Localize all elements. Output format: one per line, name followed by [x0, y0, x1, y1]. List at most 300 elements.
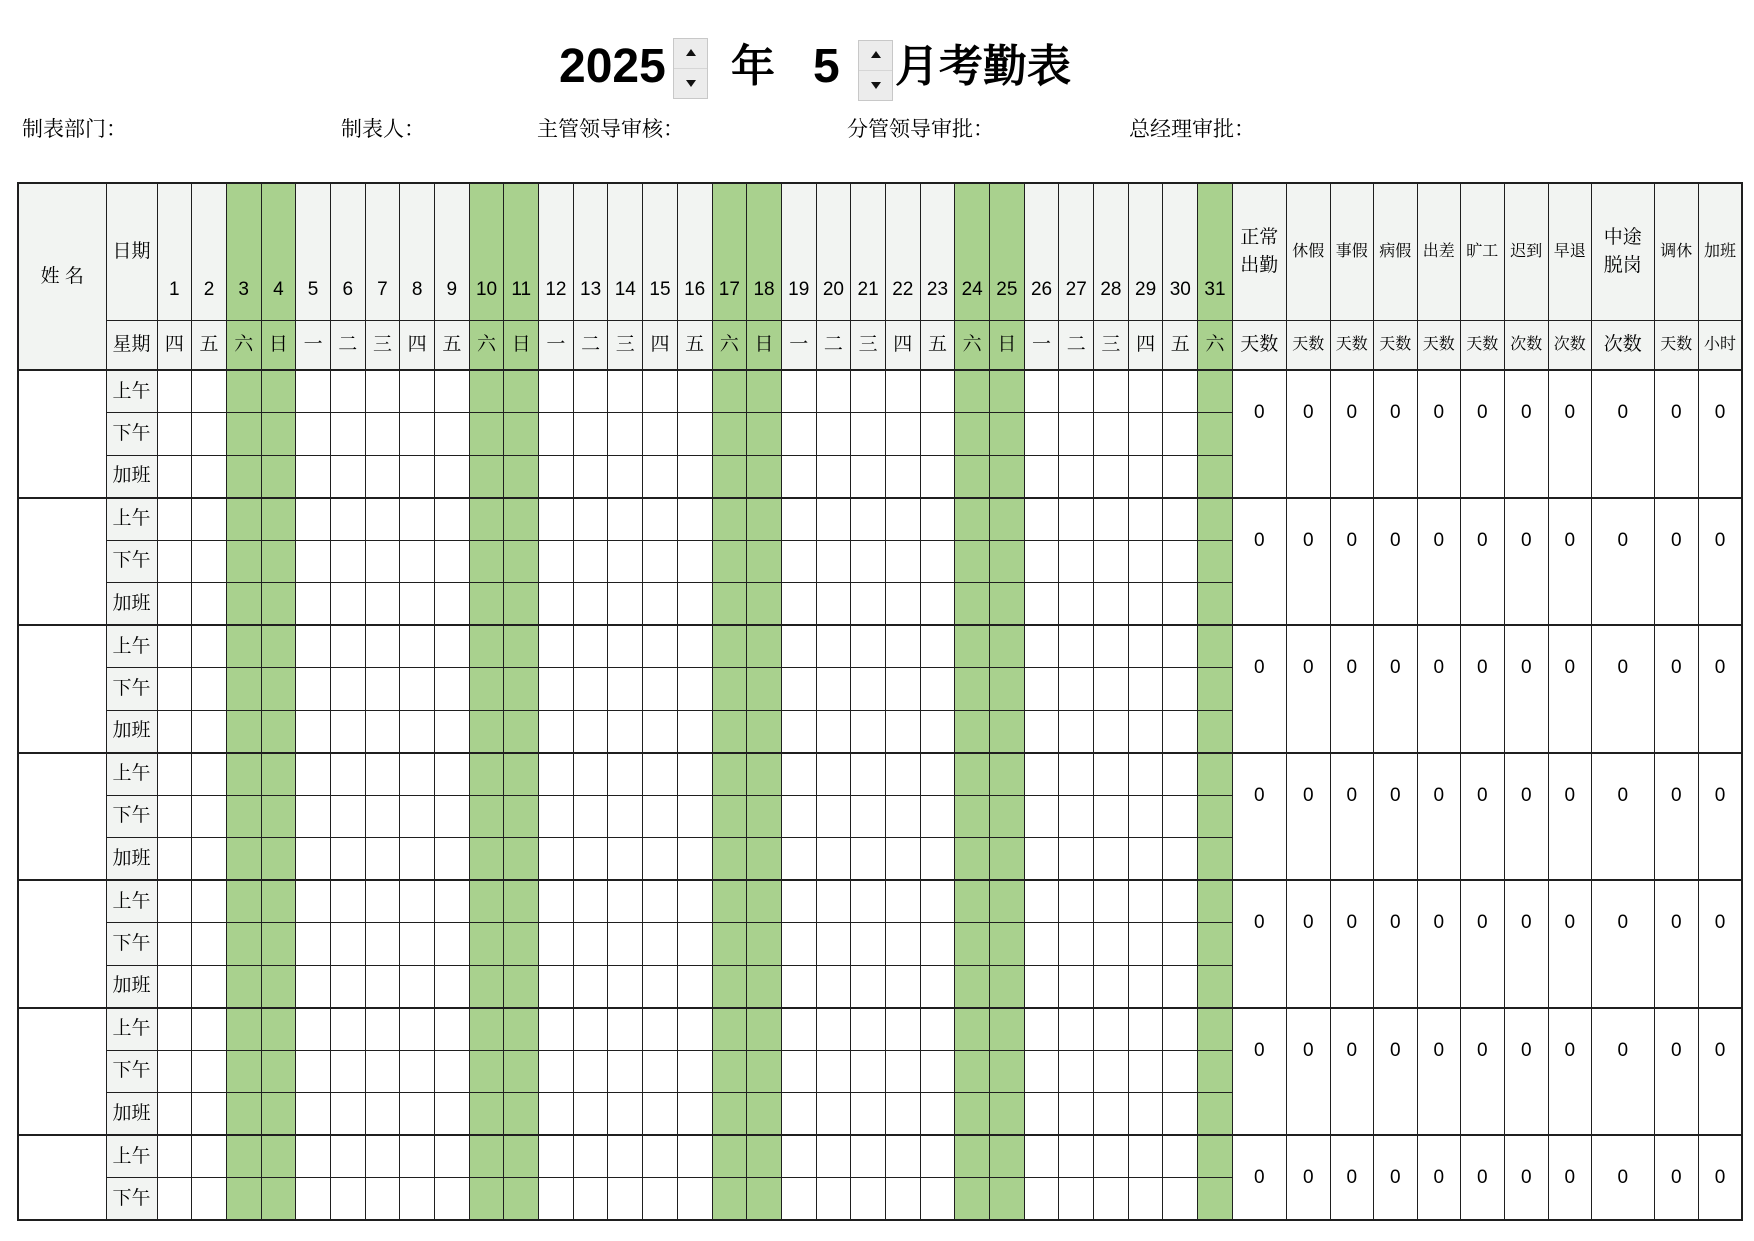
attendance-cell[interactable]: [539, 838, 574, 881]
attendance-cell[interactable]: [712, 923, 747, 966]
attendance-cell[interactable]: [1024, 413, 1059, 456]
attendance-cell[interactable]: [885, 370, 920, 413]
attendance-cell[interactable]: [469, 1093, 504, 1136]
attendance-cell[interactable]: [1024, 1178, 1059, 1221]
attendance-cell[interactable]: [1059, 923, 1094, 966]
attendance-cell[interactable]: [573, 923, 608, 966]
attendance-cell[interactable]: [192, 583, 227, 626]
attendance-cell[interactable]: [573, 1093, 608, 1136]
attendance-cell[interactable]: [192, 710, 227, 753]
attendance-cell[interactable]: [1198, 1093, 1233, 1136]
attendance-cell[interactable]: [781, 1135, 816, 1178]
attendance-cell[interactable]: [677, 370, 712, 413]
attendance-cell[interactable]: [1128, 625, 1163, 668]
attendance-cell[interactable]: [885, 540, 920, 583]
attendance-cell[interactable]: [677, 668, 712, 711]
attendance-cell[interactable]: [1094, 923, 1129, 966]
attendance-cell[interactable]: [955, 880, 990, 923]
attendance-cell[interactable]: [1163, 455, 1198, 498]
attendance-cell[interactable]: [365, 498, 400, 541]
attendance-cell[interactable]: [1163, 1135, 1198, 1178]
attendance-cell[interactable]: [157, 583, 192, 626]
attendance-cell[interactable]: [955, 1008, 990, 1051]
attendance-cell[interactable]: [296, 1093, 331, 1136]
attendance-cell[interactable]: [1059, 753, 1094, 796]
attendance-cell[interactable]: [435, 1178, 470, 1221]
attendance-cell[interactable]: [296, 1008, 331, 1051]
attendance-cell[interactable]: [330, 1135, 365, 1178]
attendance-cell[interactable]: [781, 583, 816, 626]
attendance-cell[interactable]: [573, 795, 608, 838]
attendance-cell[interactable]: [1024, 753, 1059, 796]
attendance-cell[interactable]: [469, 965, 504, 1008]
attendance-cell[interactable]: [504, 455, 539, 498]
attendance-cell[interactable]: [261, 1178, 296, 1221]
attendance-cell[interactable]: [781, 625, 816, 668]
attendance-cell[interactable]: [157, 710, 192, 753]
attendance-cell[interactable]: [1059, 1050, 1094, 1093]
attendance-cell[interactable]: [330, 1178, 365, 1221]
attendance-cell[interactable]: [1059, 1093, 1094, 1136]
attendance-cell[interactable]: [1059, 1178, 1094, 1221]
attendance-cell[interactable]: [747, 923, 782, 966]
attendance-cell[interactable]: [1198, 880, 1233, 923]
attendance-cell[interactable]: [885, 1135, 920, 1178]
attendance-cell[interactable]: [296, 1178, 331, 1221]
attendance-cell[interactable]: [885, 455, 920, 498]
attendance-cell[interactable]: [192, 795, 227, 838]
attendance-cell[interactable]: [504, 413, 539, 456]
attendance-cell[interactable]: [469, 498, 504, 541]
attendance-cell[interactable]: [1094, 625, 1129, 668]
attendance-cell[interactable]: [330, 710, 365, 753]
attendance-cell[interactable]: [330, 498, 365, 541]
attendance-cell[interactable]: [261, 668, 296, 711]
attendance-cell[interactable]: [573, 710, 608, 753]
attendance-cell[interactable]: [1128, 455, 1163, 498]
attendance-cell[interactable]: [192, 965, 227, 1008]
attendance-cell[interactable]: [851, 753, 886, 796]
attendance-cell[interactable]: [573, 838, 608, 881]
attendance-cell[interactable]: [643, 838, 678, 881]
attendance-cell[interactable]: [955, 455, 990, 498]
attendance-cell[interactable]: [157, 413, 192, 456]
attendance-cell[interactable]: [955, 583, 990, 626]
year-spinner[interactable]: [673, 38, 708, 99]
attendance-cell[interactable]: [365, 1050, 400, 1093]
attendance-cell[interactable]: [643, 413, 678, 456]
attendance-cell[interactable]: [1024, 583, 1059, 626]
attendance-cell[interactable]: [400, 1178, 435, 1221]
attendance-cell[interactable]: [539, 498, 574, 541]
attendance-cell[interactable]: [192, 540, 227, 583]
attendance-cell[interactable]: [990, 1178, 1025, 1221]
attendance-cell[interactable]: [330, 1008, 365, 1051]
attendance-cell[interactable]: [920, 668, 955, 711]
attendance-cell[interactable]: [1024, 1135, 1059, 1178]
attendance-cell[interactable]: [608, 540, 643, 583]
month-value[interactable]: 5: [813, 40, 840, 93]
attendance-cell[interactable]: [469, 838, 504, 881]
attendance-cell[interactable]: [573, 668, 608, 711]
attendance-cell[interactable]: [677, 710, 712, 753]
attendance-cell[interactable]: [1024, 965, 1059, 1008]
attendance-cell[interactable]: [192, 838, 227, 881]
attendance-cell[interactable]: [435, 795, 470, 838]
attendance-cell[interactable]: [608, 1050, 643, 1093]
attendance-cell[interactable]: [226, 625, 261, 668]
attendance-cell[interactable]: [504, 795, 539, 838]
attendance-cell[interactable]: [365, 795, 400, 838]
attendance-cell[interactable]: [400, 1135, 435, 1178]
attendance-cell[interactable]: [643, 880, 678, 923]
attendance-cell[interactable]: [1024, 1050, 1059, 1093]
attendance-cell[interactable]: [365, 413, 400, 456]
attendance-cell[interactable]: [192, 1050, 227, 1093]
attendance-cell[interactable]: [1094, 838, 1129, 881]
attendance-cell[interactable]: [226, 455, 261, 498]
attendance-cell[interactable]: [539, 1093, 574, 1136]
attendance-cell[interactable]: [747, 1050, 782, 1093]
attendance-cell[interactable]: [504, 1093, 539, 1136]
attendance-cell[interactable]: [1024, 455, 1059, 498]
attendance-cell[interactable]: [851, 1135, 886, 1178]
attendance-cell[interactable]: [1024, 625, 1059, 668]
attendance-cell[interactable]: [747, 583, 782, 626]
attendance-cell[interactable]: [885, 1008, 920, 1051]
attendance-cell[interactable]: [608, 753, 643, 796]
attendance-cell[interactable]: [1024, 1008, 1059, 1051]
attendance-cell[interactable]: [816, 838, 851, 881]
attendance-cell[interactable]: [955, 965, 990, 1008]
attendance-cell[interactable]: [435, 625, 470, 668]
attendance-cell[interactable]: [330, 838, 365, 881]
attendance-cell[interactable]: [643, 583, 678, 626]
attendance-cell[interactable]: [712, 370, 747, 413]
attendance-cell[interactable]: [1024, 370, 1059, 413]
attendance-cell[interactable]: [1059, 710, 1094, 753]
attendance-cell[interactable]: [608, 413, 643, 456]
attendance-cell[interactable]: [1024, 498, 1059, 541]
attendance-cell[interactable]: [955, 710, 990, 753]
attendance-cell[interactable]: [851, 583, 886, 626]
attendance-cell[interactable]: [1198, 583, 1233, 626]
attendance-cell[interactable]: [573, 455, 608, 498]
attendance-cell[interactable]: [400, 795, 435, 838]
attendance-cell[interactable]: [573, 753, 608, 796]
attendance-cell[interactable]: [539, 1135, 574, 1178]
attendance-cell[interactable]: [643, 1178, 678, 1221]
attendance-cell[interactable]: [990, 498, 1025, 541]
attendance-cell[interactable]: [643, 1050, 678, 1093]
attendance-cell[interactable]: [1163, 583, 1198, 626]
month-decrement-button[interactable]: [859, 71, 892, 101]
attendance-cell[interactable]: [296, 455, 331, 498]
employee-name-cell[interactable]: [18, 880, 106, 1008]
attendance-cell[interactable]: [1128, 370, 1163, 413]
attendance-cell[interactable]: [1059, 1008, 1094, 1051]
attendance-cell[interactable]: [608, 370, 643, 413]
attendance-cell[interactable]: [192, 880, 227, 923]
attendance-cell[interactable]: [677, 498, 712, 541]
attendance-cell[interactable]: [851, 1093, 886, 1136]
attendance-cell[interactable]: [885, 625, 920, 668]
attendance-cell[interactable]: [781, 455, 816, 498]
attendance-cell[interactable]: [400, 923, 435, 966]
attendance-cell[interactable]: [261, 1050, 296, 1093]
attendance-cell[interactable]: [677, 1050, 712, 1093]
attendance-cell[interactable]: [712, 1178, 747, 1221]
attendance-cell[interactable]: [400, 710, 435, 753]
attendance-cell[interactable]: [157, 498, 192, 541]
attendance-cell[interactable]: [400, 370, 435, 413]
attendance-cell[interactable]: [261, 1093, 296, 1136]
attendance-cell[interactable]: [781, 370, 816, 413]
attendance-cell[interactable]: [955, 625, 990, 668]
attendance-cell[interactable]: [955, 923, 990, 966]
attendance-cell[interactable]: [1024, 540, 1059, 583]
attendance-cell[interactable]: [920, 1093, 955, 1136]
attendance-cell[interactable]: [677, 625, 712, 668]
attendance-cell[interactable]: [573, 625, 608, 668]
attendance-cell[interactable]: [1198, 710, 1233, 753]
attendance-cell[interactable]: [226, 1050, 261, 1093]
attendance-cell[interactable]: [157, 455, 192, 498]
attendance-cell[interactable]: [400, 540, 435, 583]
attendance-cell[interactable]: [435, 370, 470, 413]
attendance-cell[interactable]: [261, 1135, 296, 1178]
attendance-cell[interactable]: [816, 583, 851, 626]
attendance-cell[interactable]: [1128, 540, 1163, 583]
attendance-cell[interactable]: [469, 540, 504, 583]
attendance-cell[interactable]: [608, 838, 643, 881]
attendance-cell[interactable]: [365, 455, 400, 498]
attendance-cell[interactable]: [330, 1050, 365, 1093]
attendance-cell[interactable]: [1163, 710, 1198, 753]
attendance-cell[interactable]: [816, 540, 851, 583]
attendance-cell[interactable]: [990, 795, 1025, 838]
attendance-cell[interactable]: [435, 498, 470, 541]
attendance-cell[interactable]: [990, 370, 1025, 413]
attendance-cell[interactable]: [261, 880, 296, 923]
attendance-cell[interactable]: [504, 838, 539, 881]
attendance-cell[interactable]: [539, 668, 574, 711]
attendance-cell[interactable]: [192, 498, 227, 541]
attendance-cell[interactable]: [885, 583, 920, 626]
attendance-cell[interactable]: [885, 965, 920, 1008]
attendance-cell[interactable]: [400, 668, 435, 711]
attendance-cell[interactable]: [643, 668, 678, 711]
attendance-cell[interactable]: [955, 753, 990, 796]
attendance-cell[interactable]: [573, 583, 608, 626]
attendance-cell[interactable]: [330, 455, 365, 498]
attendance-cell[interactable]: [885, 498, 920, 541]
attendance-cell[interactable]: [1198, 455, 1233, 498]
attendance-cell[interactable]: [296, 1135, 331, 1178]
attendance-cell[interactable]: [1094, 1135, 1129, 1178]
attendance-cell[interactable]: [400, 1093, 435, 1136]
attendance-cell[interactable]: [712, 455, 747, 498]
attendance-cell[interactable]: [677, 1093, 712, 1136]
attendance-cell[interactable]: [851, 668, 886, 711]
attendance-cell[interactable]: [851, 540, 886, 583]
attendance-cell[interactable]: [920, 370, 955, 413]
attendance-cell[interactable]: [469, 370, 504, 413]
attendance-cell[interactable]: [1059, 370, 1094, 413]
attendance-cell[interactable]: [1128, 880, 1163, 923]
attendance-cell[interactable]: [955, 1050, 990, 1093]
attendance-cell[interactable]: [920, 923, 955, 966]
attendance-cell[interactable]: [573, 540, 608, 583]
attendance-cell[interactable]: [192, 625, 227, 668]
attendance-cell[interactable]: [261, 540, 296, 583]
attendance-cell[interactable]: [643, 1135, 678, 1178]
attendance-cell[interactable]: [435, 923, 470, 966]
attendance-cell[interactable]: [781, 1050, 816, 1093]
attendance-cell[interactable]: [955, 498, 990, 541]
attendance-cell[interactable]: [851, 795, 886, 838]
attendance-cell[interactable]: [816, 370, 851, 413]
attendance-cell[interactable]: [920, 965, 955, 1008]
attendance-cell[interactable]: [261, 965, 296, 1008]
attendance-cell[interactable]: [608, 1135, 643, 1178]
attendance-cell[interactable]: [990, 965, 1025, 1008]
attendance-cell[interactable]: [712, 583, 747, 626]
attendance-cell[interactable]: [990, 583, 1025, 626]
attendance-cell[interactable]: [920, 1135, 955, 1178]
attendance-cell[interactable]: [330, 413, 365, 456]
attendance-cell[interactable]: [504, 1050, 539, 1093]
attendance-cell[interactable]: [226, 413, 261, 456]
attendance-cell[interactable]: [1198, 965, 1233, 1008]
attendance-cell[interactable]: [851, 923, 886, 966]
attendance-cell[interactable]: [1198, 498, 1233, 541]
attendance-cell[interactable]: [539, 753, 574, 796]
attendance-cell[interactable]: [1198, 413, 1233, 456]
attendance-cell[interactable]: [157, 1050, 192, 1093]
attendance-cell[interactable]: [226, 1135, 261, 1178]
attendance-cell[interactable]: [1163, 370, 1198, 413]
attendance-cell[interactable]: [504, 1008, 539, 1051]
attendance-cell[interactable]: [261, 370, 296, 413]
attendance-cell[interactable]: [1128, 1050, 1163, 1093]
attendance-cell[interactable]: [226, 498, 261, 541]
attendance-cell[interactable]: [226, 880, 261, 923]
attendance-cell[interactable]: [504, 1135, 539, 1178]
attendance-cell[interactable]: [539, 1050, 574, 1093]
attendance-cell[interactable]: [226, 1008, 261, 1051]
attendance-cell[interactable]: [296, 370, 331, 413]
attendance-cell[interactable]: [747, 370, 782, 413]
attendance-cell[interactable]: [1059, 965, 1094, 1008]
attendance-cell[interactable]: [1128, 753, 1163, 796]
attendance-cell[interactable]: [192, 1093, 227, 1136]
attendance-cell[interactable]: [435, 1050, 470, 1093]
attendance-cell[interactable]: [539, 413, 574, 456]
attendance-cell[interactable]: [1163, 1050, 1198, 1093]
attendance-cell[interactable]: [400, 498, 435, 541]
attendance-cell[interactable]: [330, 583, 365, 626]
attendance-cell[interactable]: [435, 838, 470, 881]
attendance-cell[interactable]: [608, 880, 643, 923]
attendance-cell[interactable]: [990, 1093, 1025, 1136]
attendance-cell[interactable]: [469, 583, 504, 626]
attendance-cell[interactable]: [1198, 370, 1233, 413]
attendance-cell[interactable]: [504, 583, 539, 626]
attendance-cell[interactable]: [677, 838, 712, 881]
attendance-cell[interactable]: [920, 455, 955, 498]
employee-name-cell[interactable]: [18, 1135, 106, 1220]
attendance-cell[interactable]: [851, 625, 886, 668]
attendance-cell[interactable]: [400, 1050, 435, 1093]
year-decrement-button[interactable]: [674, 69, 707, 99]
attendance-cell[interactable]: [851, 413, 886, 456]
attendance-cell[interactable]: [539, 1178, 574, 1221]
attendance-cell[interactable]: [365, 753, 400, 796]
attendance-cell[interactable]: [261, 923, 296, 966]
attendance-cell[interactable]: [573, 880, 608, 923]
attendance-cell[interactable]: [920, 413, 955, 456]
attendance-cell[interactable]: [851, 965, 886, 1008]
attendance-cell[interactable]: [747, 710, 782, 753]
attendance-cell[interactable]: [990, 923, 1025, 966]
attendance-cell[interactable]: [643, 753, 678, 796]
attendance-cell[interactable]: [1163, 413, 1198, 456]
attendance-cell[interactable]: [955, 413, 990, 456]
attendance-cell[interactable]: [1128, 923, 1163, 966]
attendance-cell[interactable]: [1198, 838, 1233, 881]
attendance-cell[interactable]: [781, 880, 816, 923]
attendance-cell[interactable]: [226, 923, 261, 966]
attendance-cell[interactable]: [469, 1135, 504, 1178]
attendance-cell[interactable]: [1059, 795, 1094, 838]
employee-name-cell[interactable]: [18, 498, 106, 626]
attendance-cell[interactable]: [747, 880, 782, 923]
attendance-cell[interactable]: [712, 1050, 747, 1093]
attendance-cell[interactable]: [643, 965, 678, 1008]
attendance-cell[interactable]: [1128, 413, 1163, 456]
attendance-cell[interactable]: [435, 540, 470, 583]
attendance-cell[interactable]: [1024, 838, 1059, 881]
attendance-cell[interactable]: [920, 710, 955, 753]
attendance-cell[interactable]: [330, 965, 365, 1008]
attendance-cell[interactable]: [296, 838, 331, 881]
attendance-cell[interactable]: [1059, 668, 1094, 711]
attendance-cell[interactable]: [781, 710, 816, 753]
attendance-cell[interactable]: [157, 880, 192, 923]
year-increment-button[interactable]: [674, 39, 707, 69]
attendance-cell[interactable]: [816, 923, 851, 966]
attendance-cell[interactable]: [539, 455, 574, 498]
attendance-cell[interactable]: [504, 498, 539, 541]
attendance-cell[interactable]: [608, 795, 643, 838]
attendance-cell[interactable]: [747, 498, 782, 541]
attendance-cell[interactable]: [400, 455, 435, 498]
attendance-cell[interactable]: [365, 540, 400, 583]
attendance-cell[interactable]: [157, 540, 192, 583]
attendance-cell[interactable]: [330, 1093, 365, 1136]
attendance-cell[interactable]: [712, 1008, 747, 1051]
attendance-cell[interactable]: [955, 1093, 990, 1136]
attendance-cell[interactable]: [192, 1135, 227, 1178]
attendance-cell[interactable]: [990, 1135, 1025, 1178]
attendance-cell[interactable]: [157, 965, 192, 1008]
attendance-cell[interactable]: [781, 838, 816, 881]
attendance-cell[interactable]: [226, 1093, 261, 1136]
attendance-cell[interactable]: [1094, 668, 1129, 711]
attendance-cell[interactable]: [400, 838, 435, 881]
attendance-cell[interactable]: [712, 1093, 747, 1136]
